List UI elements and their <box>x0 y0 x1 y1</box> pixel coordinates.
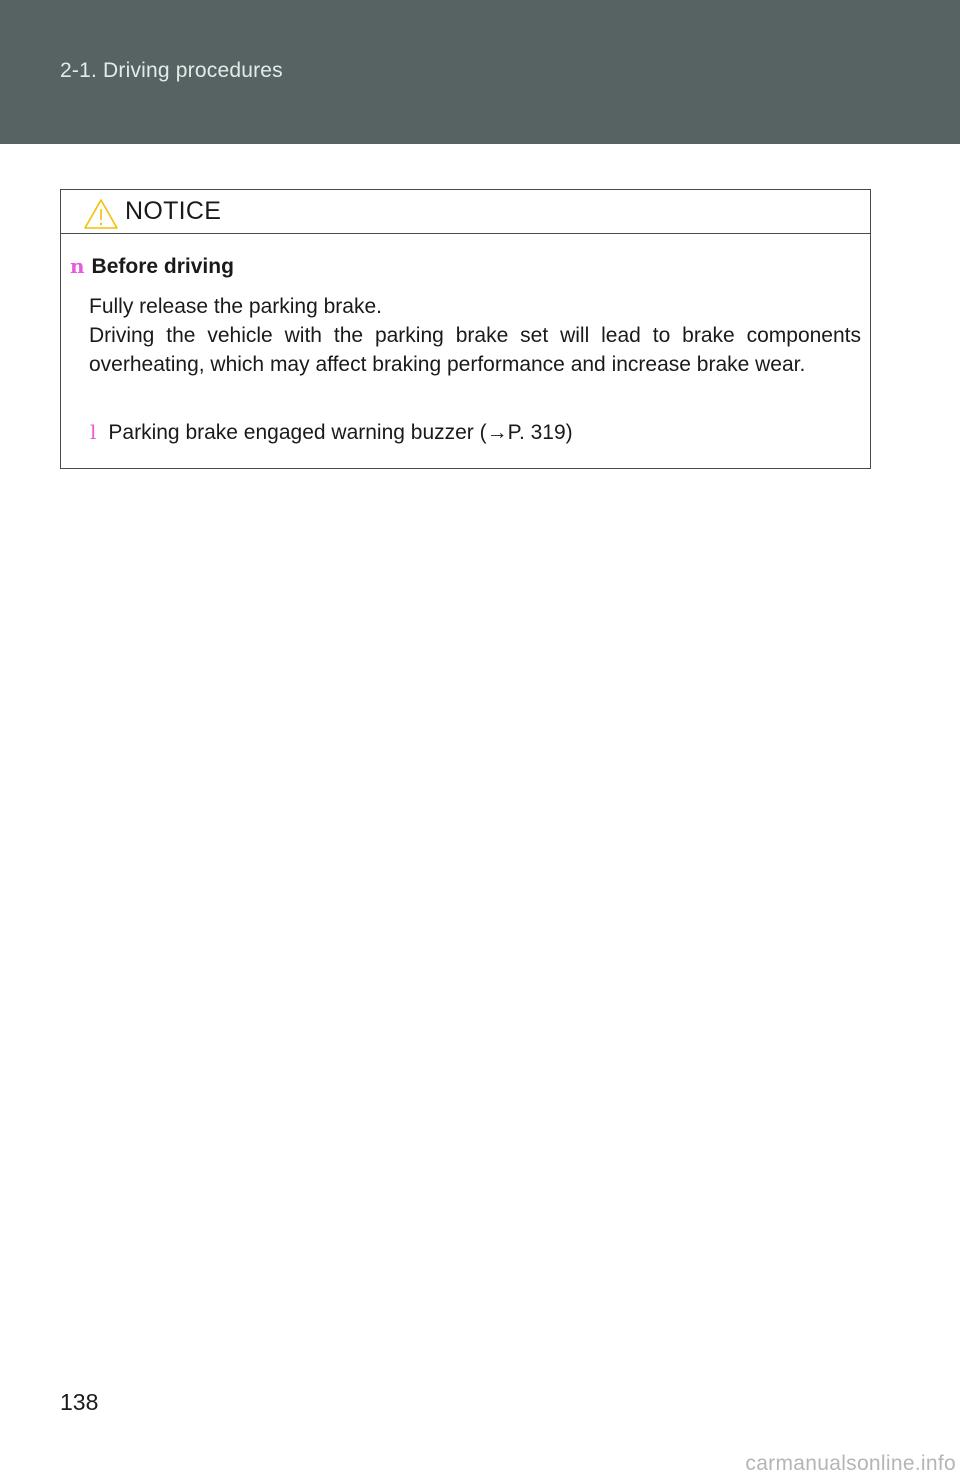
notice-body <box>89 292 861 379</box>
header-band <box>0 0 960 144</box>
warning-triangle-icon <box>83 198 119 230</box>
body-paragraph: Driving the vehicle with the parking brake set will lead to brake components overheating, which may affect braking performance and increase brake wear. <box>89 324 861 376</box>
list-item-text: Parking brake engaged warning buzzer ( <box>108 421 487 444</box>
notice-label: NOTICE <box>125 197 222 225</box>
watermark: carmanualsonline.info <box>745 1452 956 1475</box>
subhead-bullet: n <box>70 254 85 278</box>
section-title: 2-1. Driving procedures <box>60 59 283 82</box>
notice-subhead <box>70 254 234 279</box>
page-number: 138 <box>60 1389 99 1415</box>
list-bullet: l <box>90 420 97 444</box>
notice-header <box>61 190 870 234</box>
subhead-text: Before driving <box>91 255 234 278</box>
notice-box <box>60 189 871 469</box>
list-item <box>90 420 573 445</box>
page-reference-link[interactable]: P. 319) <box>507 421 573 444</box>
arrow-icon: → <box>486 421 508 444</box>
body-line-1: Fully release the parking brake. <box>89 295 382 318</box>
